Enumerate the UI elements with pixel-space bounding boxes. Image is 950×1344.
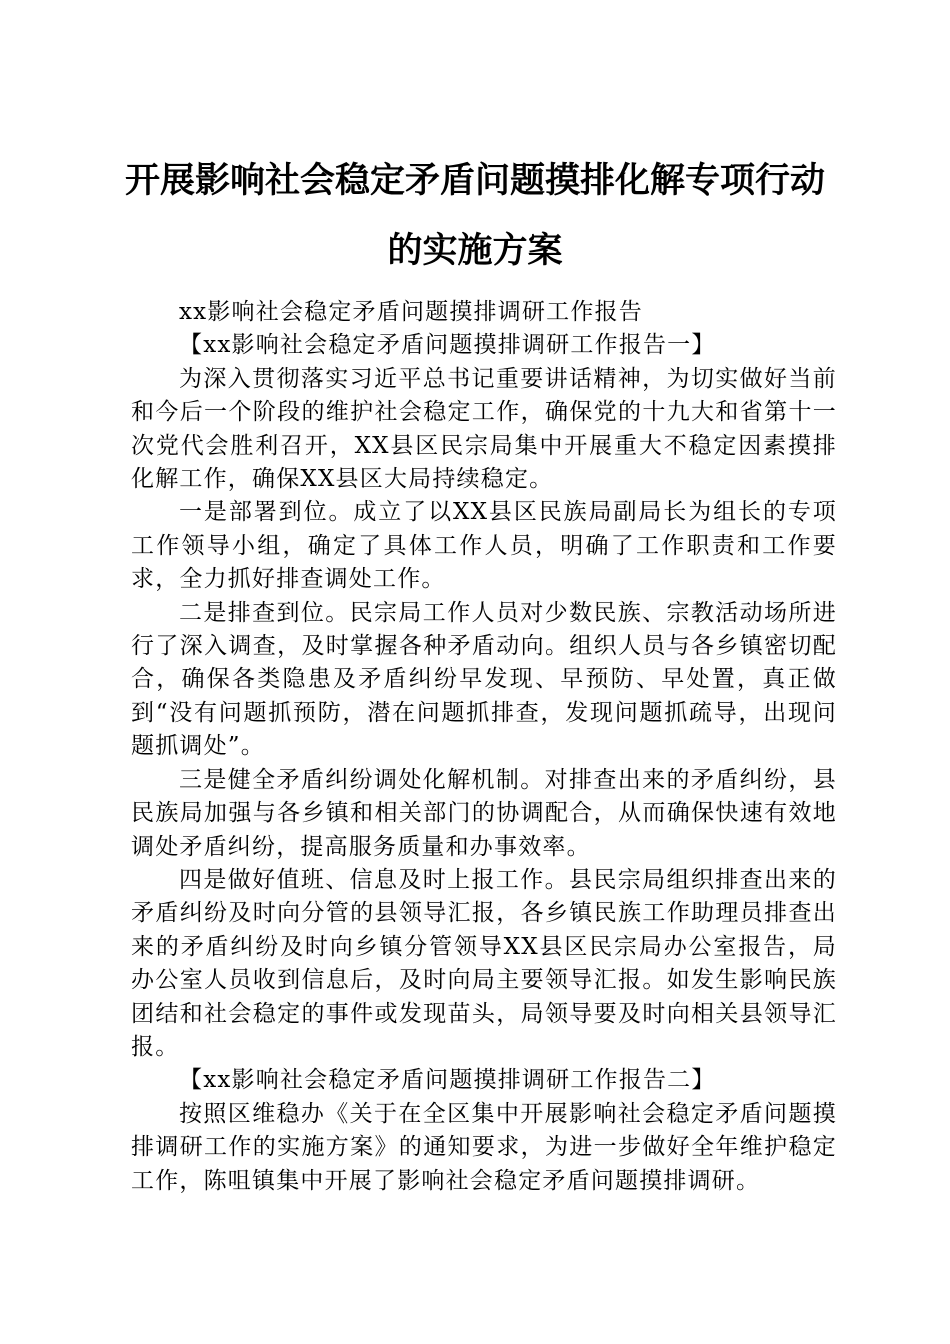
document-body: [131, 296, 837, 1198]
document-subtitle: xx影响社会稳定矛盾问题摸排调研工作报告: [179, 299, 643, 325]
section-heading-1: 【xx影响社会稳定矛盾问题摸排调研工作报告一】: [179, 332, 716, 359]
section-heading-2: 【xx影响社会稳定矛盾问题摸排调研工作报告二】: [179, 1067, 716, 1094]
paragraph: 按照区维稳办《关于在全区集中开展影响社会稳定矛盾问题摸排调研工作的实施方案》的通知要求，为进一步做好全年维护稳定工作，陈咀镇集中开展了影响社会稳定矛盾问题摸排调研。: [131, 1100, 837, 1194]
title-line-1: 开展影响社会稳定矛盾问题摸排化解专项行动: [124, 161, 825, 201]
title-line-2: 的实施方案: [387, 231, 563, 271]
paragraph: 为深入贯彻落实习近平总书记重要讲话精神，为切实做好当前和今后一个阶段的维护社会稳定工作，确保党的十九大和省第十一次党代会胜利召开，XX县区民宗局集中开展重大不稳定因素摸排化解工作，确保XX县区大局持续稳定。: [131, 365, 837, 493]
paragraph: 三是健全矛盾纠纷调处化解机制。对排查出来的矛盾纠纷，县民族局加强与各乡镇和相关部门的协调配合，从而确保快速有效地调处矛盾纠纷，提高服务质量和办事效率。: [131, 766, 837, 860]
paragraph: 四是做好值班、信息及时上报工作。县民宗局组织排查出来的矛盾纠纷及时向分管的县领导汇报，各乡镇民族工作助理员排查出来的矛盾纠纷及时向乡镇分管领导XX县区民宗局办公室报告，局办公室人员收到信息后，及时向局主要领导汇报。如发生影响民族团结和社会稳定的事件或发现苗头，局领导要及时向相关县领导汇报。: [131, 866, 837, 1060]
document-title: [100, 146, 850, 286]
paragraph: 二是排查到位。民宗局工作人员对少数民族、宗教活动场所进行了深入调查，及时掌握各种矛盾动向。组织人员与各乡镇密切配合，确保各类隐患及矛盾纠纷早发现、早预防、早处置，真正做到“没有问题抓预防，潜在问题抓排查，发现问题抓疏导，出现问题抓调处”。: [131, 599, 837, 760]
paragraph: 一是部署到位。成立了以XX县区民族局副局长为组长的专项工作领导小组，确定了具体工作人员，明确了工作职责和工作要求，全力抓好排查调处工作。: [131, 499, 837, 593]
